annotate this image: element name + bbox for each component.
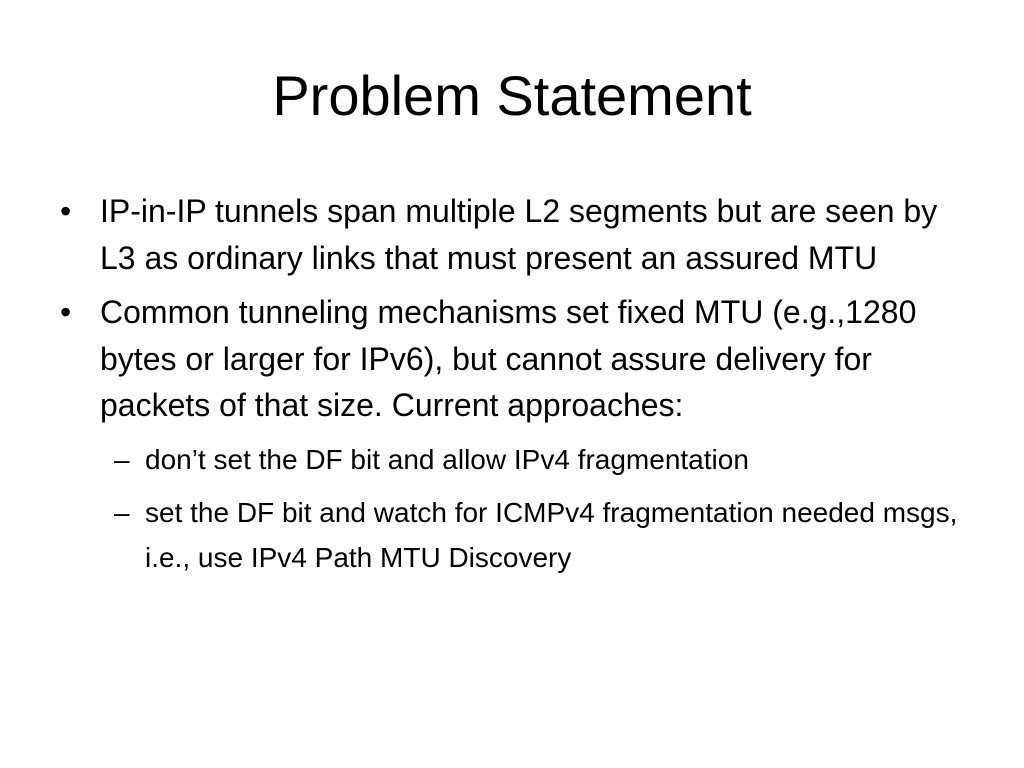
- sub-bullet-text: set the DF bit and watch for ICMPv4 fragmentation needed msgs, i.e., use IPv4 Path MTU Discovery: [145, 496, 958, 573]
- sub-bullet-list: [60, 437, 960, 580]
- bullet-item: [60, 289, 960, 429]
- sub-bullet-marker: –: [114, 496, 130, 528]
- bullet-marker: •: [60, 294, 72, 330]
- bullet-list: [60, 188, 960, 588]
- sub-bullet-container: [60, 437, 960, 580]
- sub-bullet-item: [100, 437, 960, 482]
- sub-bullet-text: don’t set the DF bit and allow IPv4 fragmentation: [145, 443, 749, 475]
- sub-bullet-item: [100, 490, 960, 580]
- bullet-marker: •: [60, 193, 72, 229]
- bullet-text: IP-in-IP tunnels span multiple L2 segments but are seen by L3 as ordinary links that must present an assured MTU: [100, 193, 938, 276]
- bullet-item: [60, 188, 960, 281]
- bullet-text: Common tunneling mechanisms set fixed MTU (e.g.,1280 bytes or larger for IPv6), but cannot assure delivery for packets of that size. Current approaches:: [100, 294, 917, 423]
- sub-bullet-marker: –: [114, 443, 130, 475]
- slide-title: Problem Statement: [272, 64, 752, 127]
